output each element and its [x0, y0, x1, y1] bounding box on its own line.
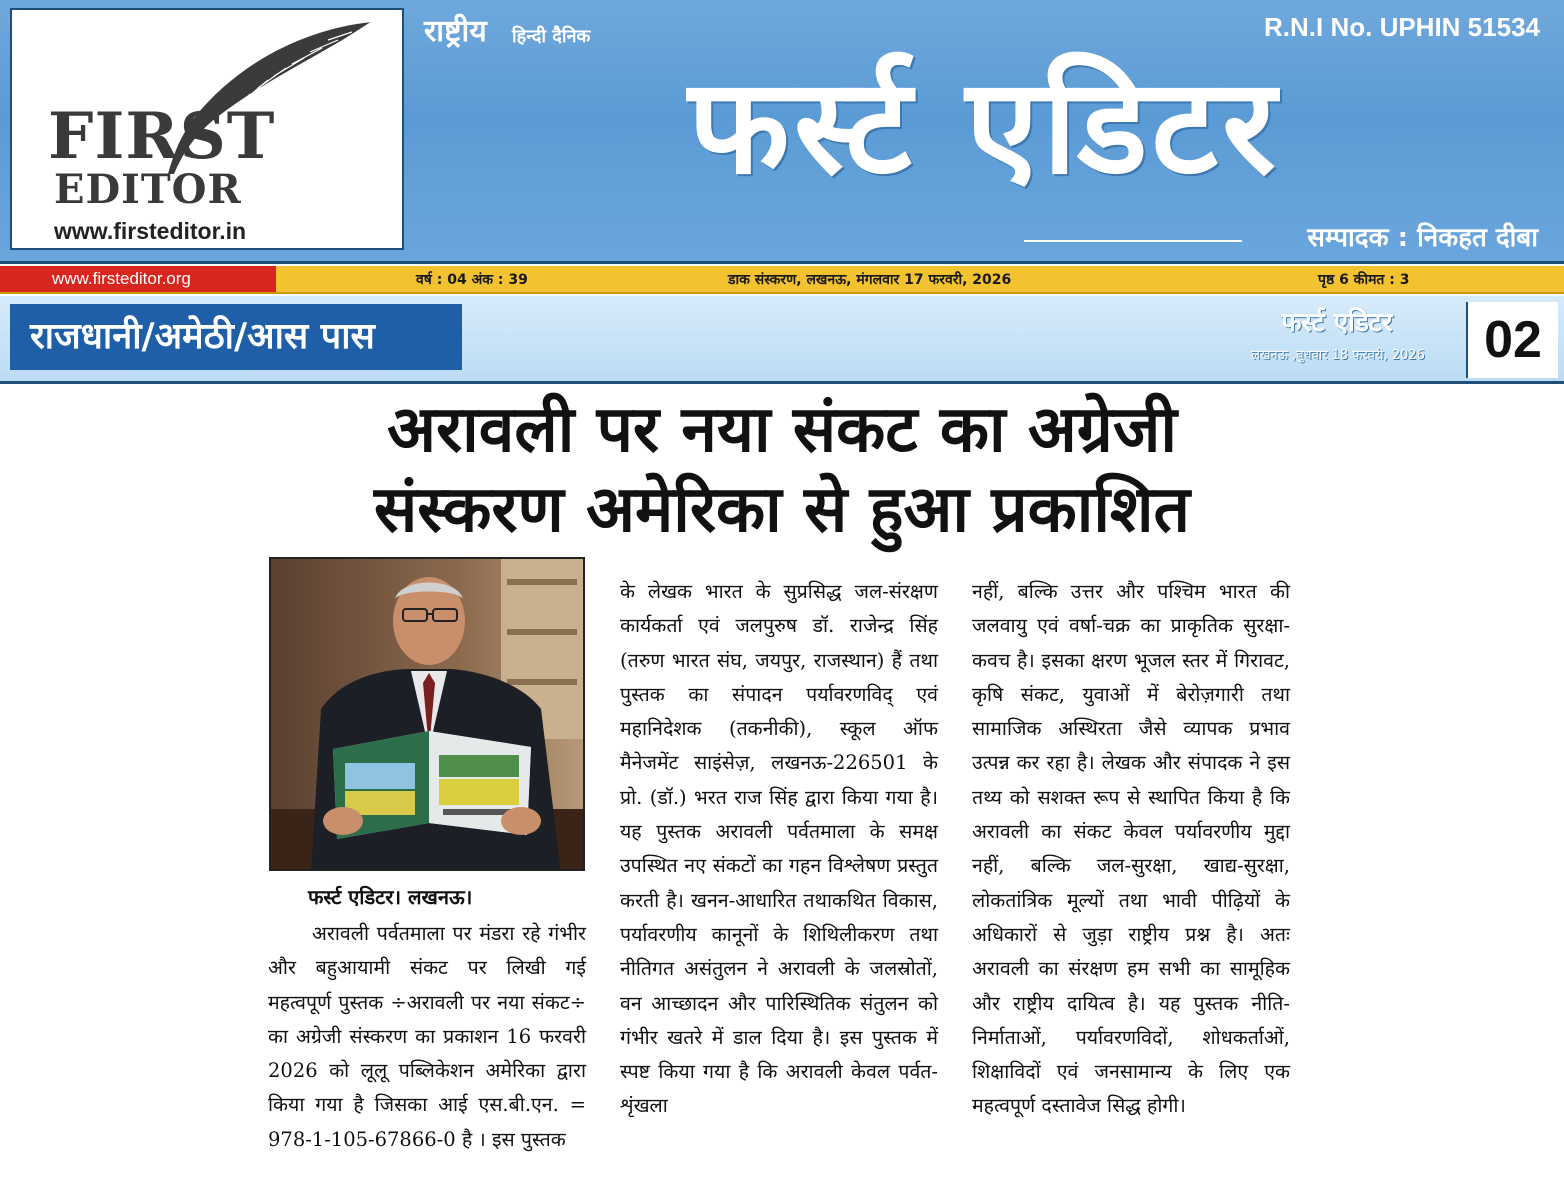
masthead [0, 0, 1564, 264]
logo-editor-text: EDITOR [54, 166, 242, 213]
column-1-text: अरावली पर्वतमाला पर मंडरा रहे गंभीर और बहुआयामी संकट पर लिखी गई महत्वपूर्ण पुस्तक ÷अरावली पर नया संकट÷ का अग्रेजी संस्करण का प्रकाशन 16 फरवरी 2026 को लूलू पब्लिकेशन अमेरिका द्वारा किया गया है जिसका आई एस.बी.एन. = 978-1-105-67866-0 है । इस पुस्तक [268, 922, 586, 1151]
volume-issue: वर्ष : 04 अंक : 39 [416, 272, 528, 288]
article-headline [0, 390, 1564, 550]
rni-number: R.N.I No. UPHIN 51534 [1264, 12, 1540, 42]
page-number: 02 [1466, 302, 1558, 378]
article-photo [269, 557, 585, 871]
article-column-2 [620, 575, 938, 1124]
column-3-text: नहीं, बल्कि उत्तर और पश्चिम भारत की जलवायु एवं वर्षा-चक्र का प्राकृतिक सुरक्षा-कवच है। इसका क्षरण भूजल स्तर में गिरावट, कृषि संकट, युवाओं में बेरोज़गारी तथा सामाजिक अस्थिरता जैसे व्यापक प्रभाव उत्पन्न कर रहा है। लेखक और संपादक ने इस तथ्य को सशक्त रूप से स्थापित किया है कि अरावली का संकट केवल पर्यावरणीय मुद्दा नहीं, बल्कि जल-सुरक्षा, खाद्य-सुरक्षा, लोकतांत्रिक मूल्यों तथा भावी पीढ़ियों के अधिकारों से जुड़ा राष्ट्रीय प्रश्न है। अतः अरावली का संरक्षण हम सभी का सामूहिक और राष्ट्रीय दायित्व है। यह पुस्तक नीति-निर्माताओं, पर्यावरणविदों, शोधकर्ताओं, शिक्षाविदों एवं जनसामान्य के लिए एक महत्वपूर्ण दस्तावेज सिद्ध होगी। [972, 580, 1290, 1118]
section-band [0, 296, 1564, 384]
pages-price: पृष्ठ 6 कीमत : 3 [1318, 272, 1410, 288]
headline-line-1: अरावली पर नया संकट का अग्रेजी [387, 393, 1177, 467]
editor-credit: सम्पादक : निकहत दीबा [1307, 223, 1538, 253]
band-date: लखनऊ ,बुधवार 18 फरवरी, 2026 [1251, 348, 1425, 363]
column-2-text: के लेखक भारत के सुप्रसिद्ध जल-संरक्षण कार्यकर्ता एवं जलपुरुष डॉ. राजेन्द्र सिंह (तरुण भारत संघ, जयपुर, राजस्थान) हैं तथा पुस्तक का संपादन पर्यावरणविद् एवं महानिदेशक (तकनीकी), स्कूल ऑफ मैनेजमेंट साइंसेज़, लखनऊ-226501 के प्रो. (डॉ.) भरत राज सिंह द्वारा किया गया है। यह पुस्तक अरावली पर्वतमाला के समक्ष उपस्थित नए संकटों का गहन विश्लेषण प्रस्तुत करती है। खनन-आधारित तथाकथित विकास, पर्यावरणीय कानूनों के शिथिलीकरण तथा नीतिगत असंतुलन ने अरावली के जलस्रोतों, वन आच्छादन और पारिस्थितिक संतुलन को गंभीर खतरे में डाल दिया है। इस पुस्तक में स्पष्ट किया गया है कि अरावली केवल पर्वत-शृंखला [620, 580, 938, 1118]
logo-url[interactable]: www.firsteditor.in [54, 218, 247, 244]
tagline-hindi-dainik: हिन्दी दैनिक [512, 26, 591, 47]
website-link[interactable]: www.firsteditor.org [0, 266, 276, 292]
tagline-rashtriya: राष्ट्रीय [424, 14, 487, 49]
editor-divider [1024, 240, 1242, 242]
logo-first-text: FIRST [48, 99, 276, 174]
first-editor-logo[interactable] [10, 8, 404, 250]
section-label[interactable]: राजधानी/अमेठी/आस पास [10, 304, 462, 370]
article-column-1 [268, 917, 586, 1157]
author-reading-book-image [271, 559, 585, 871]
headline-line-2: संस्करण अमेरिका से हुआ प्रकाशित [374, 473, 1190, 547]
article-dateline: फर्स्ट एडिटर। लखनऊ। [308, 885, 473, 909]
article-column-3 [972, 575, 1290, 1124]
info-strip [0, 266, 1564, 294]
newspaper-title: फर्स्ट एडिटर [688, 50, 1280, 204]
band-paper-name: फर्स्ट एडिटर [1281, 308, 1393, 338]
edition-date: डाक संस्करण, लखनऊ, मंगलवार 17 फरवरी, 2026 [728, 272, 1012, 288]
